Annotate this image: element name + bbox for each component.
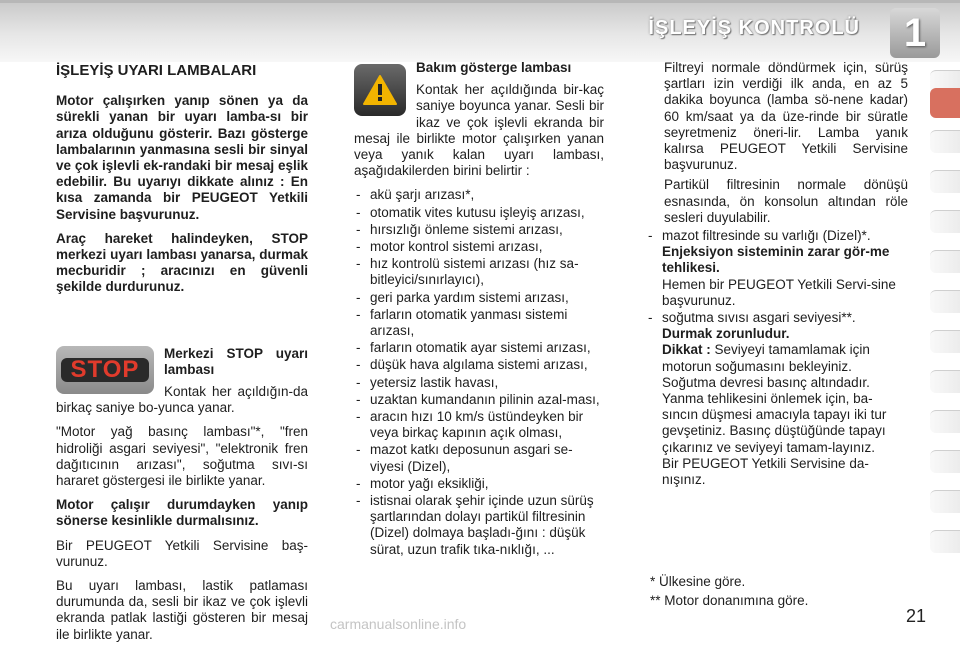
page-title: İŞLEYİŞ KONTROLÜ	[648, 17, 860, 39]
chapter-tab[interactable]	[930, 330, 960, 353]
filter-paragraph: Filtreyi normale döndürmek için, sürüş şartları izin verdiği ilk anda, en az 5 dakika boyunca (lamba sö-nene kadar) 60 km/saat ya da üze-rinde bir süratle seyretmeniz öneri-lir. Lamba yanık kalırsa PEUGEOT Yetkili Servisine başvurunuz.	[664, 60, 908, 173]
right-fault-list	[646, 228, 908, 488]
filter-noise-paragraph: Partikül filtresinin normale dönüşü esnasında, ön konsolun altından röle sesleri duyulabilir.	[664, 177, 908, 225]
section-title: İŞLEYİŞ UYARI LAMBALARI	[56, 62, 257, 79]
list-item-text: soğutma sıvısı asgari seviyesi**.	[662, 310, 856, 326]
page-header	[0, 0, 960, 62]
stop-warning-paragraph: Araç hareket halindeyken, STOP merkezi uyarı lambası yanarsa, durmak mecburidir ; aracınızı en güvenli şekilde durdurunuz.	[56, 230, 308, 295]
filter-service: Hemen bir PEUGEOT Yetkili Servi-sine başvurunuz.	[662, 276, 896, 308]
chapter-tab[interactable]	[930, 410, 960, 433]
list-item: - uzaktan kumandanın pilinin azal-ması,	[354, 392, 604, 408]
column-right	[646, 60, 908, 489]
chapter-tab[interactable]	[930, 170, 960, 193]
service-lamp-desc: Kontak her açıldığında bir-kaç saniye boyunca yanar. Sesli bir ikaz ve çok işlevli ekranda bir mesaj ile birlikte motor çalışırken yanan veya yanık kalan uyarı lambası, aşağıdakilerden birini belirtir :	[354, 82, 604, 179]
coolant-caution: Seviyeyi tamamlamak için motorun soğumasını bekleyiniz. Soğutma devresi basınç altındadır.	[662, 342, 870, 390]
list-item: - istisnai olarak şehir içinde uzun sürüş şartlarından dolayı partikül filtresinin (Dizel) dolmaya başladı-ğını : düşük sürat, uzun trafik tıka-nıklığı, ...	[354, 493, 604, 558]
chapter-tab[interactable]	[930, 490, 960, 513]
list-item: - geri parka yardım sistemi arızası,	[354, 290, 604, 306]
chapter-tab[interactable]	[930, 370, 960, 393]
chapter-tab[interactable]	[930, 250, 960, 273]
stop-lamp-tyre: Bu uyarı lambası, lastik patlaması durumunda da, sesli bir ikaz ve çok işlevli ekranda patlak lastiği gösteren bir mesaj ile birlikte yanar.	[56, 578, 308, 642]
list-item: - akü şarjı arızası*,	[354, 187, 604, 203]
column-left	[56, 60, 308, 651]
list-item: - otomatik vites kutusu işleyiş arızası,	[354, 205, 604, 221]
page-number: 21	[905, 606, 926, 626]
service-lamp-title: Bakım gösterge lambası	[416, 60, 572, 75]
stop-icon-text: STOP	[61, 358, 150, 382]
list-item: - yetersiz lastik havası,	[354, 375, 604, 391]
list-item: - düşük hava algılama sistemi arızası,	[354, 357, 604, 373]
footnote-country: * Ülkesine göre.	[650, 574, 746, 589]
stop-lamp-instruction: Motor çalışır durumdayken yanıp sönerse kesinlikle durmalısınız.	[56, 497, 308, 529]
chapter-tab[interactable]	[930, 450, 960, 473]
filter-warning: Enjeksiyon sisteminin zarar gör-me tehlikesi.	[662, 244, 890, 276]
stop-icon	[56, 346, 154, 394]
list-item: - motor yağı eksikliği,	[354, 476, 604, 492]
stop-lamp-desc: Kontak her açıldığın-da birkaç saniye bo-yunca yanar.	[56, 384, 308, 416]
service-fault-list	[354, 187, 604, 557]
chapter-tab[interactable]	[930, 530, 960, 553]
list-item: - farların otomatik ayar sistemi arızası,	[354, 340, 604, 356]
header-stripe	[0, 0, 960, 3]
warning-triangle-icon	[354, 64, 406, 116]
list-item-coolant	[646, 310, 908, 488]
chapter-tab[interactable]	[930, 210, 960, 233]
list-item: - aracın hızı 10 km/s üstündeyken bir veya birkaç kapının açık olması,	[354, 409, 604, 441]
stop-lamp-title: Merkezi STOP uyarı lambası	[164, 345, 308, 377]
stop-lamp-linked: "Motor yağ basınç lambası"*, "fren hidroliği asgari seviyesi", "elektronik fren dağıtıcının arızası", soğutma sıvı-sı hararet göstergesi ile birlikte yanar.	[56, 424, 308, 489]
list-item-water-in-filter	[646, 228, 908, 309]
spacer	[56, 304, 308, 346]
list-item: - motor kontrol sistemi arızası,	[354, 239, 604, 255]
coolant-burn-warning: Yanma tehlikesini önlemek için, ba-sıncın düşmesi amacıyla tapayı iki tur gevşetiniz. Basınç düştüğünde tapayı çıkarınız ve seviyeyi tamam-layınız.	[662, 391, 887, 455]
chapter-badge: 1	[890, 8, 940, 58]
chapter-tab[interactable]	[930, 130, 960, 153]
chapter-tab[interactable]	[930, 290, 960, 313]
footnotes	[650, 572, 808, 610]
service-warning-light	[354, 64, 406, 116]
list-item: - hırsızlığı önleme sistemi arızası,	[354, 222, 604, 238]
chapter-tab-active[interactable]	[930, 88, 960, 118]
list-item: - farların otomatik yanması sistemi arızası,	[354, 307, 604, 339]
footnote-engine: ** Motor donanımına göre.	[650, 593, 809, 608]
list-item: - hız kontrolü sistemi arızası (hız sa-bitleyici/sınırlayıcı),	[354, 256, 604, 288]
column-middle	[354, 60, 604, 559]
intro-paragraph: Motor çalışırken yanıp sönen ya da sürekli yanan bir uyarı lamba-sı bir arıza olduğunu gösterir. Bazı gösterge lambalarının yanmasına sesli bir sinyal ve çok işlevli ek-randaki bir mesaj eşlik edebilir. Bu uyarıyı dikkate alınız : En kısa zamanda bir PEUGEOT Yetkili Servisine başvurunuz.	[56, 93, 308, 222]
caution-label: Dikkat :	[662, 342, 711, 358]
list-item: - mazot katkı deposunun asgari se-viyesi (Dizel),	[354, 442, 604, 474]
watermark: carmanualsonline.info	[330, 616, 467, 632]
chapter-tabs	[926, 70, 960, 590]
coolant-service: Bir PEUGEOT Yetkili Servisine da-nışınız.	[662, 455, 869, 488]
stop-lamp-service: Bir PEUGEOT Yetkili Servisine baş-vurunuz.	[56, 537, 308, 569]
stop-warning-light	[56, 346, 154, 394]
coolant-warning: Durmak zorunludur.	[662, 326, 790, 342]
list-item-text: mazot filtresinde su varlığı (Dizel)*.	[662, 228, 871, 244]
